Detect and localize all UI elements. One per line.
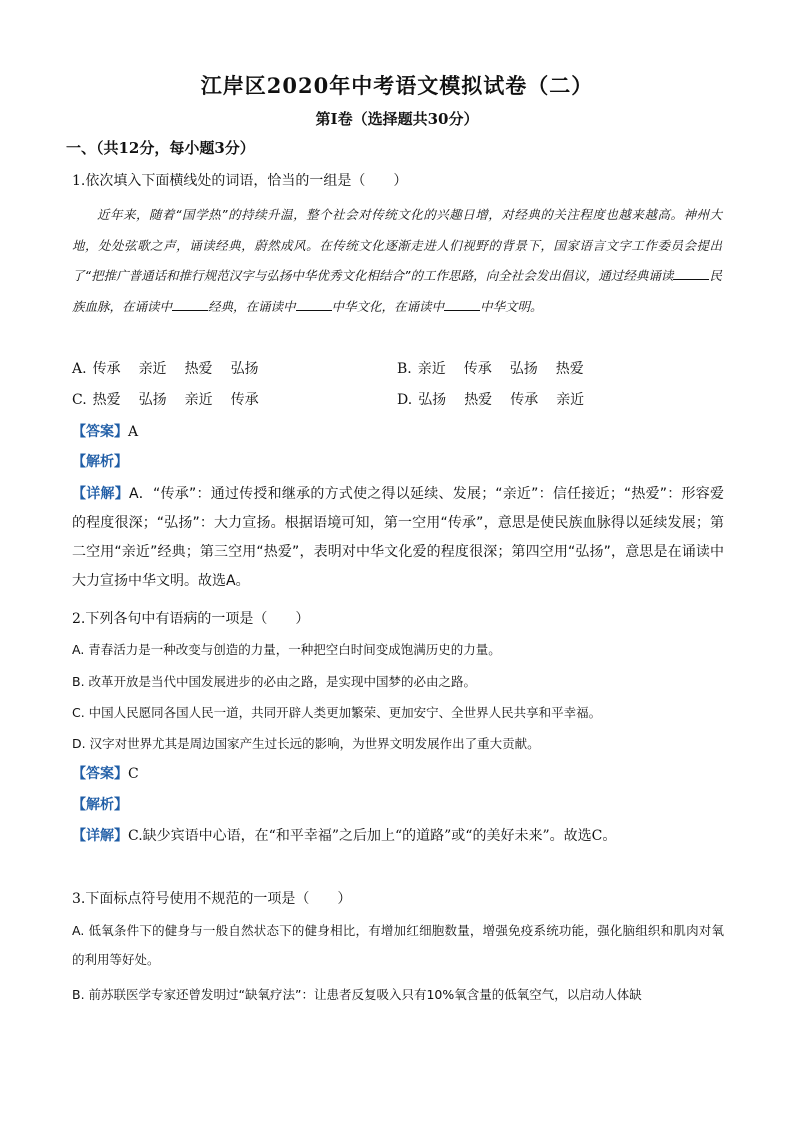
q1-analysis	[72, 452, 727, 472]
q1-option-c[interactable]: C. 热爱 弘扬 亲近 传承	[72, 392, 259, 408]
q1-option-a[interactable]: A. 传承 亲近 热爱 弘扬	[72, 361, 259, 377]
q1-stem: 1.依次填入下面横线处的词语，恰当的一组是（ ）	[72, 173, 408, 189]
answer-tag: 【答案】	[72, 766, 128, 782]
page-title: 江岸区2020年中考语文模拟试卷（二）	[200, 73, 594, 98]
section-heading: 一、（共12分，每小题3分）	[66, 139, 255, 157]
blank-2[interactable]	[172, 298, 208, 311]
option-label: D.	[397, 392, 413, 408]
detail-text: A．“传承”：通过传授和继承的方式使之得以延续、发展；“亲近”：信任接近；“热爱”：形容爱的程度很深；“弘扬”：大力宣扬。根据语境可知，第一空用“传承”，意思是使民族血脉得以延续发展；第二空用“亲近”经典；第三空用“热爱”，表明对中华文化爱的程度很深；第四空用“弘扬”，意思是在诵读中大力宣扬中华文明。故选A。	[72, 486, 725, 589]
passage-text-3: 经典，在诵读中	[208, 298, 296, 314]
blank-3[interactable]	[296, 298, 332, 311]
q2-answer	[72, 764, 727, 784]
q2-detail	[72, 826, 727, 846]
q1-option-d[interactable]: D. 弘扬 热爱 传承 亲近	[397, 392, 585, 408]
q2-option-a[interactable]: A. 青春活力是一种改变与创造的力量，一种把空白时间变成饱满历史的力量。	[72, 642, 501, 657]
option-label: C.	[72, 392, 87, 408]
q1-passage	[72, 200, 722, 322]
passage-text-5: 中华文明。	[480, 298, 543, 314]
q3-stem: 3.下面标点符号使用不规范的一项是（ ）	[72, 891, 352, 907]
passage-text-4: 中华文化，在诵读中	[331, 298, 445, 314]
detail-tag: 【详解】	[72, 828, 128, 844]
passage-text-2: 民族血脉，在诵读中	[72, 268, 722, 314]
q2-option-c[interactable]: C. 中国人民愿同各国人民一道，共同开辟人类更加繁荣、更加安宁、全世界人民共享和平幸福。	[72, 705, 602, 720]
q2-analysis	[72, 795, 727, 815]
q1-detail	[72, 480, 724, 596]
blank-1[interactable]	[673, 267, 709, 280]
answer-value: C	[128, 766, 139, 782]
option-label: B.	[397, 361, 412, 377]
option-label: A.	[72, 361, 87, 377]
passage-text-1: 近年来，随着“国学热”的持续升温，整个社会对传统文化的兴趣日增，对经典的关注程度也越来越高。神州大地，处处弦歌之声，诵读经典，蔚然成风。在传统文化逐渐走进人们视野的背景下，国家语言文字工作委员会提出了“把推广普通话和推行规范汉字与弘扬中华优秀文化相结合”的工作思路，向全社会发出倡议，通过经典诵读	[72, 207, 722, 283]
answer-tag: 【答案】	[72, 424, 128, 440]
q1-option-b[interactable]: B. 亲近 传承 弘扬 热爱	[397, 361, 584, 377]
q1-answer	[72, 422, 727, 442]
blank-4[interactable]	[444, 298, 480, 311]
q3-option-a[interactable]: A. 低氧条件下的健身与一般自然状态下的健身相比，有增加红细胞数量，增强免疫系统功能，强化脑组织和肌肉对氧的利用等好处。	[72, 923, 724, 967]
detail-text: C.缺少宾语中心语，在“和平幸福”之后加上“的道路”或“的美好未来”。故选C。	[128, 828, 617, 844]
detail-tag: 【详解】	[72, 486, 129, 502]
analysis-tag: 【解析】	[72, 797, 128, 813]
page-subtitle: 第Ⅰ卷（选择题共30分）	[315, 110, 479, 128]
q2-stem: 2.下列各句中有语病的一项是（ ）	[72, 611, 310, 627]
q2-option-d[interactable]: D. 汉字对世界尤其是周边国家产生过长远的影响，为世界文明发展作出了重大贡献。	[72, 736, 540, 751]
q3-option-b[interactable]: B. 前苏联医学专家还曾发明过“缺氧疗法”：让患者反复吸入只有10%氧含量的低氧空气，以启动人体缺	[72, 987, 642, 1002]
analysis-tag: 【解析】	[72, 454, 128, 470]
answer-value: A	[128, 424, 139, 440]
q2-option-b[interactable]: B. 改革开放是当代中国发展进步的必由之路，是实现中国梦的必由之路。	[72, 674, 477, 689]
